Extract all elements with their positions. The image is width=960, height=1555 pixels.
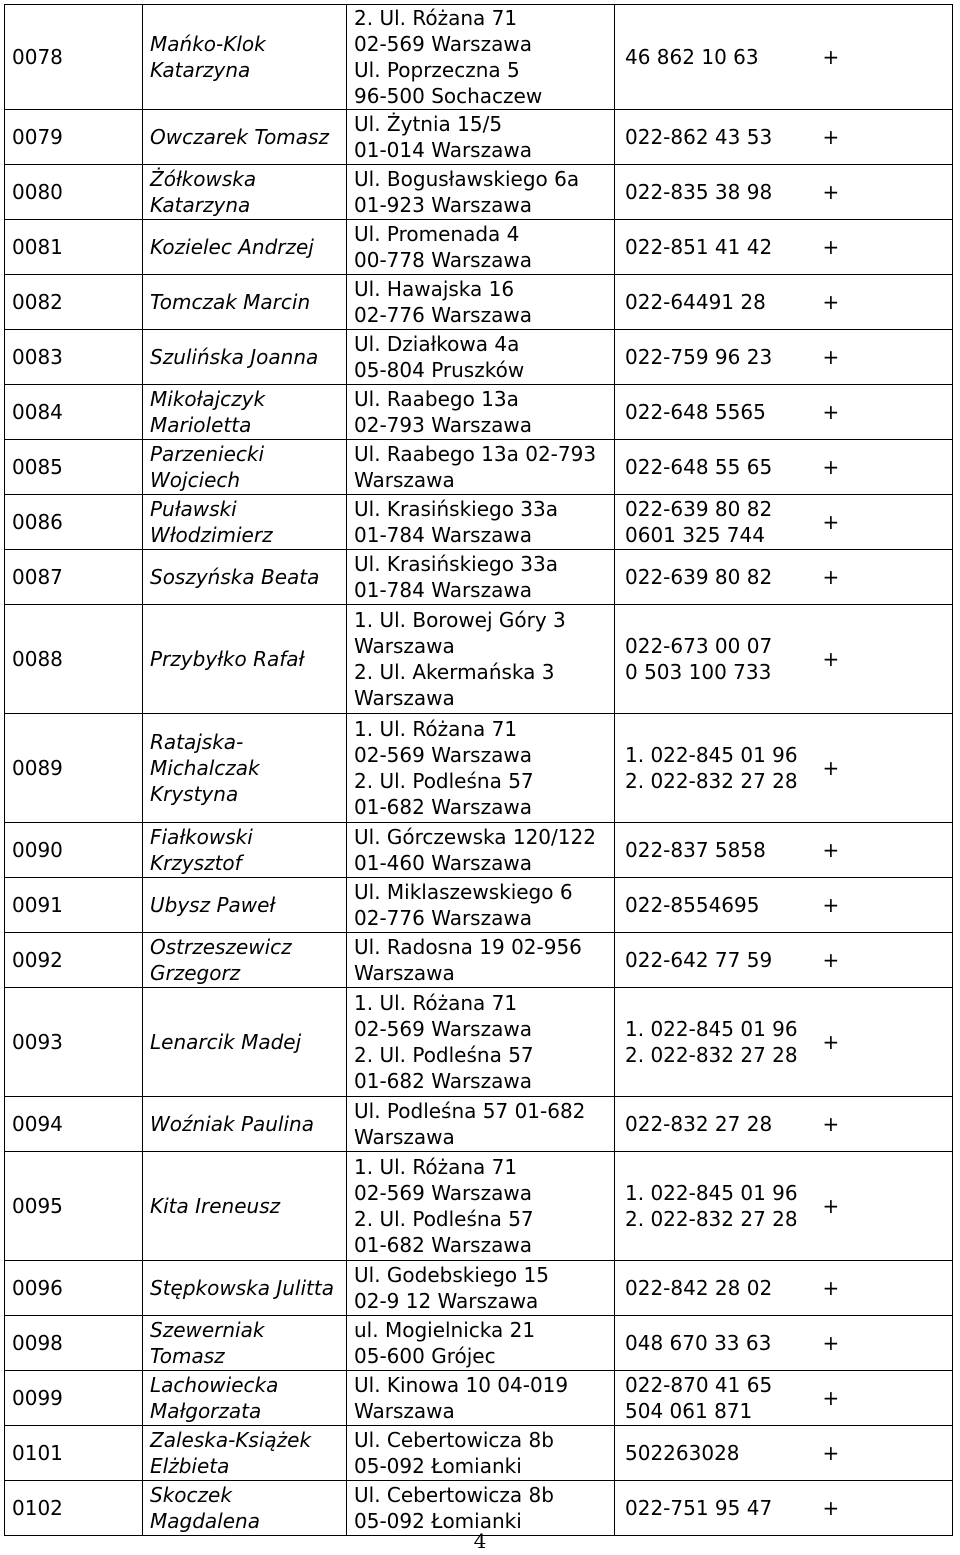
- phone-number: [615, 5, 811, 110]
- address-line: 02-569 Warszawa: [354, 32, 532, 56]
- person-name-line: Soszyńska Beata: [150, 565, 320, 589]
- address: [347, 823, 615, 878]
- phone-number-line: 022-673 00 07: [625, 634, 773, 658]
- phone-number-line: 022-648 55 65: [625, 455, 773, 479]
- address-line: 01-682 Warszawa: [354, 795, 532, 819]
- status-mark: +: [811, 5, 953, 110]
- address-line: 01-923 Warszawa: [354, 193, 532, 217]
- address-line: 01-682 Warszawa: [354, 1069, 532, 1093]
- table-row: [5, 440, 953, 495]
- phone-number-line: 022-751 95 47: [625, 1496, 773, 1520]
- phone-number-line: 2. 022-832 27 28: [625, 1207, 798, 1231]
- person-name-line: Kozielec Andrzej: [150, 235, 314, 259]
- record-id: 0089: [5, 714, 143, 823]
- phone-number-line: 022-639 80 82: [625, 497, 773, 521]
- address-line: Ul. Krasińskiego 33a: [354, 497, 559, 521]
- address-line: 1. Ul. Różana 71: [354, 1155, 518, 1179]
- record-id: 0091: [5, 878, 143, 933]
- person-name-line: Tomczak Marcin: [150, 290, 311, 314]
- person-name-line: Przybyłko Rafał: [150, 647, 305, 671]
- person-name: [143, 988, 347, 1097]
- phone-number: [615, 1152, 811, 1261]
- person-name-line: Mikołajczyk: [150, 387, 266, 411]
- address-line: 02-9 12 Warszawa: [354, 1289, 539, 1313]
- record-id: 0094: [5, 1097, 143, 1152]
- address: [347, 605, 615, 714]
- phone-number: [615, 1097, 811, 1152]
- phone-number-line: 1. 022-845 01 96: [625, 1017, 798, 1041]
- table-row: [5, 933, 953, 988]
- address-line: Ul. Cebertowicza 8b: [354, 1483, 554, 1507]
- address-line: 05-600 Grójec: [354, 1344, 496, 1368]
- status-mark: +: [811, 878, 953, 933]
- phone-number: [615, 385, 811, 440]
- address-line: 05-804 Pruszków: [354, 358, 525, 382]
- status-mark: +: [811, 988, 953, 1097]
- address: [347, 988, 615, 1097]
- address: [347, 495, 615, 550]
- address-line: Ul. Miklaszewskiego 6: [354, 880, 573, 904]
- record-id: 0098: [5, 1316, 143, 1371]
- address-line: Ul. Bogusławskiego 6a: [354, 167, 580, 191]
- address-line: 05-092 Łomianki: [354, 1454, 522, 1478]
- status-mark: +: [811, 1152, 953, 1261]
- table-row: [5, 1261, 953, 1316]
- address: [347, 385, 615, 440]
- person-name: [143, 165, 347, 220]
- phone-number-line: 022-842 28 02: [625, 1276, 773, 1300]
- phone-number: [615, 165, 811, 220]
- table-row: [5, 495, 953, 550]
- record-id: 0085: [5, 440, 143, 495]
- person-name: [143, 440, 347, 495]
- status-mark: +: [811, 933, 953, 988]
- record-id: 0092: [5, 933, 143, 988]
- address: [347, 878, 615, 933]
- status-mark: +: [811, 385, 953, 440]
- person-name-line: Lachowiecka: [150, 1373, 279, 1397]
- phone-number-line: 022-639 80 82: [625, 565, 773, 589]
- status-mark: +: [811, 1316, 953, 1371]
- address: [347, 1371, 615, 1426]
- record-id: 0096: [5, 1261, 143, 1316]
- address-line: 96-500 Sochaczew: [354, 84, 543, 108]
- address: [347, 933, 615, 988]
- status-mark: +: [811, 330, 953, 385]
- status-mark: +: [811, 550, 953, 605]
- address-line: 02-776 Warszawa: [354, 303, 532, 327]
- person-name-line: Parzeniecki: [150, 442, 265, 466]
- table-row: [5, 988, 953, 1097]
- phone-number-line: 022-835 38 98: [625, 180, 773, 204]
- person-name-line: Żółkowska: [150, 167, 257, 191]
- address-line: Ul. Raabego 13a 02-793: [354, 442, 597, 466]
- person-name-line: Marioletta: [150, 413, 252, 437]
- address: [347, 165, 615, 220]
- table-row: [5, 385, 953, 440]
- person-name-line: Ubysz Paweł: [150, 893, 276, 917]
- address: [347, 1261, 615, 1316]
- phone-number-line: 1. 022-845 01 96: [625, 1181, 798, 1205]
- person-name: [143, 605, 347, 714]
- table-row: [5, 1316, 953, 1371]
- status-mark: +: [811, 1426, 953, 1481]
- phone-number: [615, 878, 811, 933]
- person-name-line: Szulińska Joanna: [150, 345, 319, 369]
- person-name: [143, 385, 347, 440]
- person-name-line: Katarzyna: [150, 58, 251, 82]
- status-mark: +: [811, 275, 953, 330]
- status-mark: +: [811, 1481, 953, 1536]
- record-id: 0083: [5, 330, 143, 385]
- address-line: 05-092 Łomianki: [354, 1509, 522, 1533]
- record-id: 0088: [5, 605, 143, 714]
- person-name-line: Grzegorz: [150, 961, 241, 985]
- status-mark: +: [811, 605, 953, 714]
- record-id: 0093: [5, 988, 143, 1097]
- person-name-line: Woźniak Paulina: [150, 1112, 314, 1136]
- table-row: [5, 1152, 953, 1261]
- person-name: [143, 1481, 347, 1536]
- address: [347, 220, 615, 275]
- address-line: 1. Ul. Różana 71: [354, 717, 518, 741]
- phone-number: [615, 550, 811, 605]
- table-row: [5, 275, 953, 330]
- person-name-line: Małgorzata: [150, 1399, 262, 1423]
- status-mark: +: [811, 440, 953, 495]
- address-line: Warszawa: [354, 468, 455, 492]
- table-row: [5, 823, 953, 878]
- person-name-line: Krzysztof: [150, 851, 242, 875]
- record-id: 0078: [5, 5, 143, 110]
- phone-number: [615, 988, 811, 1097]
- address: [347, 275, 615, 330]
- person-name-line: Owczarek Tomasz: [150, 125, 329, 149]
- status-mark: +: [811, 1097, 953, 1152]
- phone-number-line: 0601 325 744: [625, 523, 765, 547]
- status-mark: +: [811, 220, 953, 275]
- phone-number-line: 022-851 41 42: [625, 235, 773, 259]
- phone-number-line: 1. 022-845 01 96: [625, 743, 798, 767]
- person-name: [143, 878, 347, 933]
- phone-number-line: 504 061 871: [625, 1399, 753, 1423]
- person-name: [143, 1371, 347, 1426]
- person-name: [143, 933, 347, 988]
- phone-number-line: 022-8554695: [625, 893, 760, 917]
- phone-number-line: 2. 022-832 27 28: [625, 769, 798, 793]
- phone-number-line: 0 503 100 733: [625, 660, 772, 684]
- phone-number: [615, 605, 811, 714]
- phone-number-line: 022-832 27 28: [625, 1112, 773, 1136]
- status-mark: +: [811, 823, 953, 878]
- address: [347, 550, 615, 605]
- table-row: [5, 1371, 953, 1426]
- phone-number: [615, 1316, 811, 1371]
- address-line: 2. Ul. Akermańska 3: [354, 660, 555, 684]
- table-row: [5, 165, 953, 220]
- table-row: [5, 1426, 953, 1481]
- phone-number: [615, 275, 811, 330]
- address-line: Ul. Cebertowicza 8b: [354, 1428, 554, 1452]
- person-name: [143, 5, 347, 110]
- phone-number: [615, 1371, 811, 1426]
- address: [347, 1097, 615, 1152]
- address-line: Ul. Żytnia 15/5: [354, 112, 503, 136]
- record-id: 0099: [5, 1371, 143, 1426]
- phone-number-line: 022-64491 28: [625, 290, 766, 314]
- phone-number: [615, 330, 811, 385]
- person-name-line: Kita Ireneusz: [150, 1194, 281, 1218]
- address: [347, 714, 615, 823]
- status-mark: +: [811, 110, 953, 165]
- person-name-line: Puławski: [150, 497, 237, 521]
- address: [347, 1481, 615, 1536]
- record-id: 0081: [5, 220, 143, 275]
- address-line: 01-460 Warszawa: [354, 851, 532, 875]
- address-line: Ul. Radosna 19 02-956: [354, 935, 582, 959]
- phone-number: [615, 440, 811, 495]
- person-name-line: Mańko-Klok: [150, 32, 266, 56]
- person-name-line: Krystyna: [150, 782, 239, 806]
- status-mark: +: [811, 1371, 953, 1426]
- address-line: Ul. Podleśna 57 01-682: [354, 1099, 586, 1123]
- phone-number-line: 502263028: [625, 1441, 740, 1465]
- record-id: 0101: [5, 1426, 143, 1481]
- table-row: [5, 714, 953, 823]
- address-line: Warszawa: [354, 1125, 455, 1149]
- person-name-line: Skoczek: [150, 1483, 232, 1507]
- phone-number-line: 022-642 77 59: [625, 948, 773, 972]
- address-line: Ul. Kinowa 10 04-019: [354, 1373, 569, 1397]
- address-line: Ul. Krasińskiego 33a: [354, 552, 559, 576]
- phone-number: [615, 495, 811, 550]
- status-mark: +: [811, 495, 953, 550]
- address-line: 2. Ul. Podleśna 57: [354, 1207, 534, 1231]
- table-row: [5, 550, 953, 605]
- phone-number-line: 46 862 10 63: [625, 45, 759, 69]
- address: [347, 1316, 615, 1371]
- person-name-line: Ratajska-: [150, 730, 244, 754]
- address-line: Ul. Raabego 13a: [354, 387, 519, 411]
- status-mark: +: [811, 714, 953, 823]
- record-id: 0084: [5, 385, 143, 440]
- person-name-line: Magdalena: [150, 1509, 260, 1533]
- record-id: 0087: [5, 550, 143, 605]
- table-row: [5, 878, 953, 933]
- person-name-line: Michalczak: [150, 756, 260, 780]
- person-name: [143, 550, 347, 605]
- phone-number: [615, 220, 811, 275]
- record-id: 0102: [5, 1481, 143, 1536]
- address: [347, 330, 615, 385]
- phone-number-line: 022-759 96 23: [625, 345, 773, 369]
- address-line: 01-682 Warszawa: [354, 1233, 532, 1257]
- address-line: Ul. Poprzeczna 5: [354, 58, 520, 82]
- table-row: [5, 110, 953, 165]
- table-row: [5, 1481, 953, 1536]
- phone-number: [615, 1481, 811, 1536]
- address-line: 02-569 Warszawa: [354, 1181, 532, 1205]
- address-line: 2. Ul. Różana 71: [354, 6, 518, 30]
- address-line: Ul. Godebskiego 15: [354, 1263, 549, 1287]
- person-name-line: Ostrzeszewicz: [150, 935, 292, 959]
- phone-number-line: 022-648 5565: [625, 400, 766, 424]
- address-line: 02-569 Warszawa: [354, 743, 532, 767]
- record-id: 0079: [5, 110, 143, 165]
- phone-number-line: 048 670 33 63: [625, 1331, 772, 1355]
- address: [347, 440, 615, 495]
- address-line: Ul. Górczewska 120/122: [354, 825, 596, 849]
- address: [347, 110, 615, 165]
- phone-number: [615, 1426, 811, 1481]
- contacts-table-body: [5, 5, 953, 1536]
- address-line: Warszawa: [354, 961, 455, 985]
- person-name: [143, 220, 347, 275]
- address-line: Ul. Promenada 4: [354, 222, 520, 246]
- person-name: [143, 1316, 347, 1371]
- phone-number-line: 022-862 43 53: [625, 125, 773, 149]
- phone-number: [615, 933, 811, 988]
- person-name: [143, 330, 347, 385]
- record-id: 0095: [5, 1152, 143, 1261]
- person-name: [143, 495, 347, 550]
- person-name-line: Tomasz: [150, 1344, 225, 1368]
- person-name-line: Włodzimierz: [150, 523, 273, 547]
- address-line: Ul. Hawajska 16: [354, 277, 515, 301]
- person-name: [143, 1426, 347, 1481]
- record-id: 0082: [5, 275, 143, 330]
- status-mark: +: [811, 1261, 953, 1316]
- person-name-line: Stępkowska Julitta: [150, 1276, 334, 1300]
- phone-number: [615, 1261, 811, 1316]
- record-id: 0090: [5, 823, 143, 878]
- address: [347, 1152, 615, 1261]
- table-row: [5, 1097, 953, 1152]
- address-line: 2. Ul. Podleśna 57: [354, 1043, 534, 1067]
- person-name-line: Elżbieta: [150, 1454, 230, 1478]
- person-name-line: Lenarcik Madej: [150, 1030, 302, 1054]
- phone-number-line: 022-837 5858: [625, 838, 766, 862]
- table-row: [5, 220, 953, 275]
- record-id: 0080: [5, 165, 143, 220]
- address-line: Warszawa: [354, 686, 455, 710]
- record-id: 0086: [5, 495, 143, 550]
- table-row: [5, 330, 953, 385]
- phone-number-line: 022-870 41 65: [625, 1373, 773, 1397]
- person-name-line: Szewerniak: [150, 1318, 265, 1342]
- person-name: [143, 1261, 347, 1316]
- address-line: 1. Ul. Różana 71: [354, 991, 518, 1015]
- person-name-line: Wojciech: [150, 468, 241, 492]
- address-line: 01-784 Warszawa: [354, 523, 532, 547]
- table-row: [5, 5, 953, 110]
- address-line: 2. Ul. Podleśna 57: [354, 769, 534, 793]
- address: [347, 1426, 615, 1481]
- page-number: 4: [473, 1529, 487, 1553]
- person-name: [143, 714, 347, 823]
- address-line: 02-776 Warszawa: [354, 906, 532, 930]
- phone-number: [615, 823, 811, 878]
- address-line: 02-569 Warszawa: [354, 1017, 532, 1041]
- phone-number: [615, 110, 811, 165]
- address-line: 02-793 Warszawa: [354, 413, 532, 437]
- phone-number-line: 2. 022-832 27 28: [625, 1043, 798, 1067]
- person-name: [143, 110, 347, 165]
- person-name: [143, 275, 347, 330]
- person-name-line: Zaleska-Książek: [150, 1428, 312, 1452]
- address-line: ul. Mogielnicka 21: [354, 1318, 536, 1342]
- address: [347, 5, 615, 110]
- address-line: Warszawa: [354, 634, 455, 658]
- person-name-line: Katarzyna: [150, 193, 251, 217]
- address-line: 1. Ul. Borowej Góry 3: [354, 608, 566, 632]
- status-mark: +: [811, 165, 953, 220]
- person-name: [143, 823, 347, 878]
- contacts-table: [4, 4, 953, 1536]
- phone-number: [615, 714, 811, 823]
- address-line: 00-778 Warszawa: [354, 248, 532, 272]
- person-name: [143, 1097, 347, 1152]
- address-line: 01-014 Warszawa: [354, 138, 532, 162]
- person-name-line: Fiałkowski: [150, 825, 253, 849]
- address-line: Ul. Działkowa 4a: [354, 332, 520, 356]
- address-line: Warszawa: [354, 1399, 455, 1423]
- person-name: [143, 1152, 347, 1261]
- address-line: 01-784 Warszawa: [354, 578, 532, 602]
- table-row: [5, 605, 953, 714]
